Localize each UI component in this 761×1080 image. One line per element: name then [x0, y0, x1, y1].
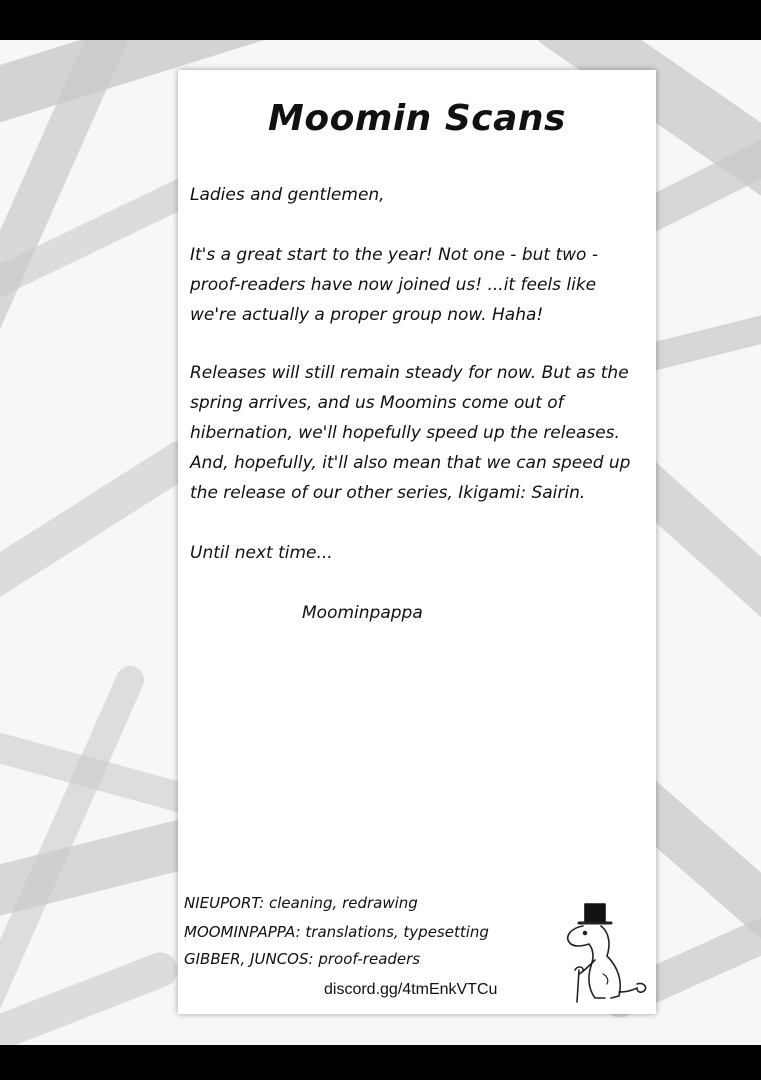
discord-link[interactable]: discord.gg/4tmEnkVTCu — [324, 981, 498, 998]
credit-names: NIEUPORT: — [184, 894, 265, 912]
letter-paragraph-1: It's a great start to the year! Not one - but two - proof-readers have now joined us! ...it feels like we're actually a proper group now. Haha! — [190, 245, 598, 325]
credit-roles: proof-readers — [318, 950, 421, 968]
credit-line — [184, 921, 489, 943]
credit-names: MOOMINPAPPA: — [184, 923, 301, 941]
credit-roles: translations, typesetting — [305, 923, 489, 941]
credit-line — [184, 892, 418, 914]
credit-roles: cleaning, redrawing — [269, 894, 418, 912]
letter-greeting: Ladies and gentlemen, — [190, 185, 385, 205]
credit-line — [184, 948, 420, 970]
letter-paragraph-2: Releases will still remain steady for now. But as the spring arrives, and us Moomins come out of hibernation, we'll hopefully speed up the releases. And, hopefully, it'll also mean that we can speed up the release of our other series, Ikigami: Sairin. — [190, 363, 631, 503]
letter-card — [178, 70, 656, 1014]
page-title: Moomin Scans — [268, 98, 566, 139]
letter-paragraph-3: Until next time... — [190, 543, 333, 563]
moominpappa-icon — [561, 900, 651, 1005]
letter-signature: Moominpappa — [302, 603, 423, 623]
credit-names: GIBBER, JUNCOS: — [184, 950, 314, 968]
